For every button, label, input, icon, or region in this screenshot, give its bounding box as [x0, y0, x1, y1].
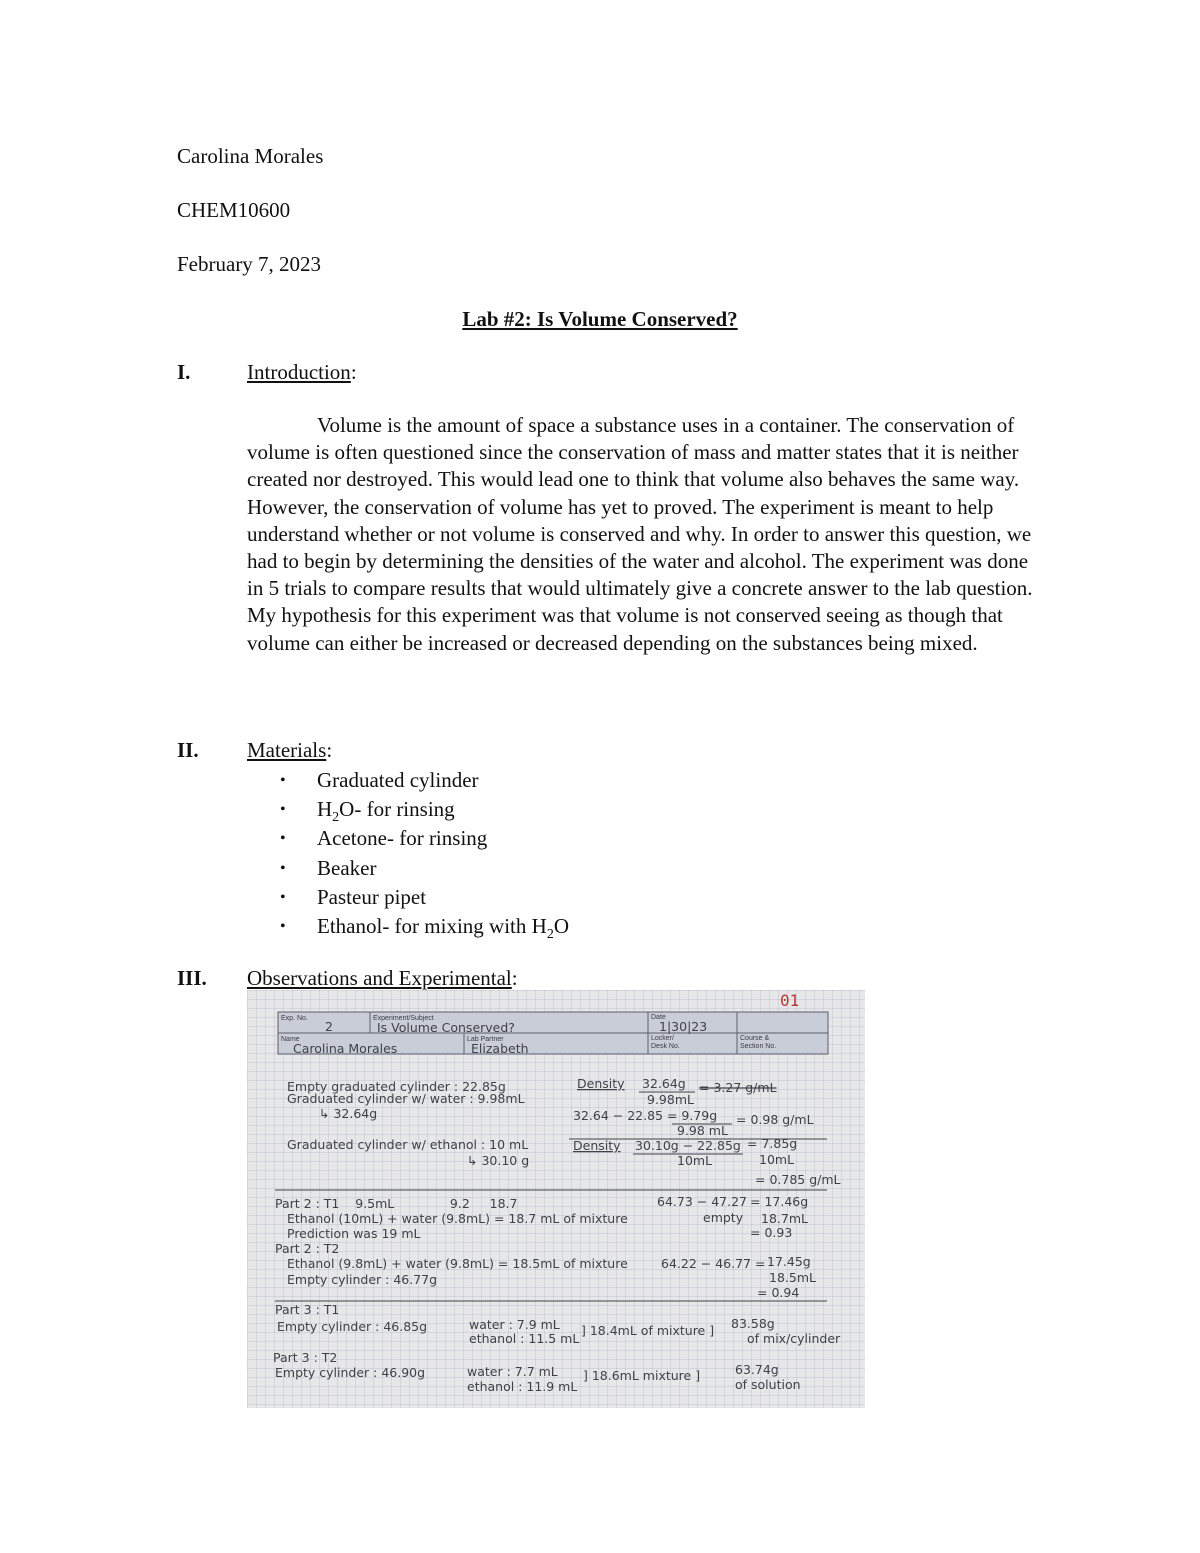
density-label: Density — [577, 1076, 625, 1091]
course-code: CHEM10600 — [177, 198, 291, 222]
introduction-body — [247, 412, 1037, 657]
notebook-header-form — [278, 1012, 828, 1056]
list-item — [280, 883, 569, 912]
list-item — [280, 912, 569, 941]
notebook-page-number: 01 — [780, 991, 800, 1010]
list-item-text: O- for rinsing — [339, 797, 455, 822]
density-numerator: 30.10g − 22.85g — [635, 1138, 741, 1153]
list-item — [280, 824, 569, 853]
part2-trial2-density: = 0.94 — [757, 1285, 800, 1300]
part2-trial1-mass: = 17.46g — [750, 1194, 809, 1209]
part3-trial2-header: Part 3 : T2 — [273, 1350, 338, 1365]
part3-trial1-header: Part 3 : T1 — [275, 1302, 340, 1317]
part3-trial1-empty: Empty cylinder : 46.85g — [277, 1319, 428, 1334]
part3-trial1-ethanol: ethanol : 11.5 mL — [469, 1331, 580, 1346]
list-item-text: Acetone- for rinsing — [317, 826, 488, 851]
section-heading-intro-colon: : — [350, 360, 357, 384]
bullet-icon: • — [280, 772, 286, 789]
density-denominator: 10mL — [677, 1153, 713, 1168]
name-value: Carolina Morales — [293, 1041, 398, 1056]
section-numeral-materials: II. — [177, 738, 199, 762]
list-item-text: Ethanol- for mixing with H — [317, 913, 547, 938]
part2-trial2-header: Part 2 : T2 — [275, 1241, 340, 1256]
lab-title-text: Lab #2: Is Volume Conserved? — [462, 307, 738, 331]
subject-value: Is Volume Conserved? — [377, 1020, 515, 1035]
section-heading-materials-colon: : — [326, 738, 333, 762]
density-result: = 0.785 g/mL — [755, 1172, 841, 1187]
subscript: 2 — [546, 927, 554, 943]
density-fraction-num: = 7.85g — [747, 1136, 798, 1151]
part2-trial1-header: Part 2 : T1 9.5mL 9.2 18.7 — [275, 1196, 518, 1211]
list-item-text: Graduated cylinder — [317, 768, 479, 792]
introduction-paragraph: Volume is the amount of space a substance uses in a container. The conservation of volume is often questioned since the conservation of mass and matter states that it is neither created nor destroyed. This would lead one to think that volume also behaves the same way. However, the conservation of volume has yet to proved. The experiment is meant to help understand whether or not volume is conserved and why. In order to answer this question, we had to begin by determining the densities of the water and alcohol. The experiment was done in 5 trials to compare results that would ultimately give a concrete answer to the lab question. My hypothesis for this experiment was that volume is not conserved seeing as though that volume can either be increased or decreased depending on the substances being mixed. — [247, 413, 1033, 655]
list-item — [280, 766, 569, 795]
list-item-text: O — [553, 913, 569, 938]
section-heading-materials-text: Materials — [247, 738, 327, 762]
subject-label: Experiment/Subject — [373, 1015, 434, 1022]
part3-trial2-note: of solution — [735, 1377, 801, 1392]
lab-title — [0, 307, 1200, 332]
locker-label: Locker/ — [651, 1035, 674, 1042]
author-name: Carolina Morales — [177, 144, 324, 168]
part2-trial1-volume: 18.7mL — [761, 1211, 808, 1226]
part3-trial1-mass: 83.58g — [731, 1316, 775, 1331]
part3-trial1-water: water : 7.9 mL — [469, 1317, 560, 1332]
bullet-icon: • — [280, 859, 286, 877]
course-label: Course & — [740, 1035, 770, 1042]
date-value: 1|30|23 — [659, 1019, 708, 1034]
section-heading-materials — [247, 738, 332, 763]
density-denominator: 9.98mL — [647, 1092, 694, 1107]
list-item — [280, 795, 569, 824]
list-item-text: Pasteur pipet — [317, 884, 427, 909]
handwritten-line: Graduated cylinder w/ water : 9.98mL — [287, 1091, 525, 1106]
density-result: = 0.98 g/mL — [736, 1112, 814, 1127]
part2-trial2-mass: 17.45g — [767, 1254, 811, 1269]
section-heading-observations — [247, 966, 518, 991]
subscript: 2 — [332, 810, 340, 826]
part3-trial2-mixture: ] 18.6mL mixture ] — [583, 1368, 701, 1383]
part2-trial1-empty: empty — [703, 1210, 744, 1225]
exp-no-label: Exp. No. — [281, 1015, 308, 1022]
part2-trial2-empty: Empty cylinder : 46.77g — [287, 1272, 438, 1287]
part2-trial2-calc: 64.22 − 46.77 = — [661, 1256, 766, 1271]
part3-trial1-mixture: ] 18.4mL of mixture ] — [581, 1323, 715, 1338]
list-item-text: H — [317, 797, 333, 822]
part3-trial2-empty: Empty cylinder : 46.90g — [275, 1365, 426, 1380]
part2-trial2-volume: 18.5mL — [769, 1270, 816, 1285]
density-denominator: 9.98 mL — [677, 1123, 728, 1138]
density-calc: 32.64 − 22.85 = 9.79g — [573, 1108, 718, 1123]
handwritten-line: Empty graduated cylinder : 22.85g — [287, 1079, 506, 1094]
density-numerator: 32.64g — [642, 1076, 686, 1091]
crossed-result: = 3.27 g/mL — [699, 1080, 777, 1095]
part2-trial1-prediction: Prediction was 19 mL — [287, 1226, 421, 1241]
partner-label: Lab Partner — [467, 1036, 504, 1043]
bullet-icon: • — [280, 830, 286, 848]
part2-trial1-density: = 0.93 — [750, 1225, 793, 1240]
density-label: Density — [573, 1138, 621, 1153]
section-label: Section No. — [740, 1043, 777, 1050]
list-item-text: Beaker — [317, 855, 377, 880]
handwritten-line: ↳ 32.64g — [319, 1106, 378, 1121]
part3-trial1-note: of mix/cylinder — [747, 1331, 841, 1346]
part3-trial2-water: water : 7.7 mL — [467, 1364, 558, 1379]
section-heading-observations-colon: : — [511, 966, 518, 990]
date-label: Date — [651, 1014, 666, 1021]
density-fraction-den: 10mL — [759, 1152, 795, 1167]
partner-value: Elizabeth — [471, 1041, 529, 1056]
part2-trial2-mixture: Ethanol (9.8mL) + water (9.8mL) = 18.5mL of mixture — [287, 1256, 628, 1271]
section-heading-intro-text: Introduction — [247, 360, 351, 384]
bullet-icon: • — [280, 917, 286, 935]
handwritten-line: Graduated cylinder w/ ethanol : 10 mL — [287, 1137, 529, 1152]
part3-trial2-mass: 63.74g — [735, 1362, 779, 1377]
lab-notebook-photo — [247, 990, 865, 1408]
notebook-drawing — [247, 990, 865, 1408]
part2-trial1-calc: 64.73 − 47.27 — [657, 1194, 747, 1209]
list-item — [280, 854, 569, 883]
part3-trial2-ethanol: ethanol : 11.9 mL — [467, 1379, 578, 1394]
exp-no-value: 2 — [325, 1019, 333, 1034]
handwritten-line: ↳ 30.10 g — [467, 1153, 530, 1168]
section-heading-observations-text: Observations and Experimental — [247, 966, 512, 990]
section-numeral-intro: I. — [177, 360, 191, 384]
desk-label: Desk No. — [651, 1043, 680, 1050]
bullet-icon: • — [280, 888, 286, 906]
part2-trial1-mixture: Ethanol (10mL) + water (9.8mL) = 18.7 mL of mixture — [287, 1211, 628, 1226]
section-heading-intro — [247, 360, 357, 385]
materials-list — [280, 766, 569, 941]
document-date: February 7, 2023 — [177, 252, 322, 276]
section-numeral-observations: III. — [177, 966, 207, 990]
bullet-icon: • — [280, 801, 286, 819]
name-label: Name — [281, 1036, 300, 1043]
